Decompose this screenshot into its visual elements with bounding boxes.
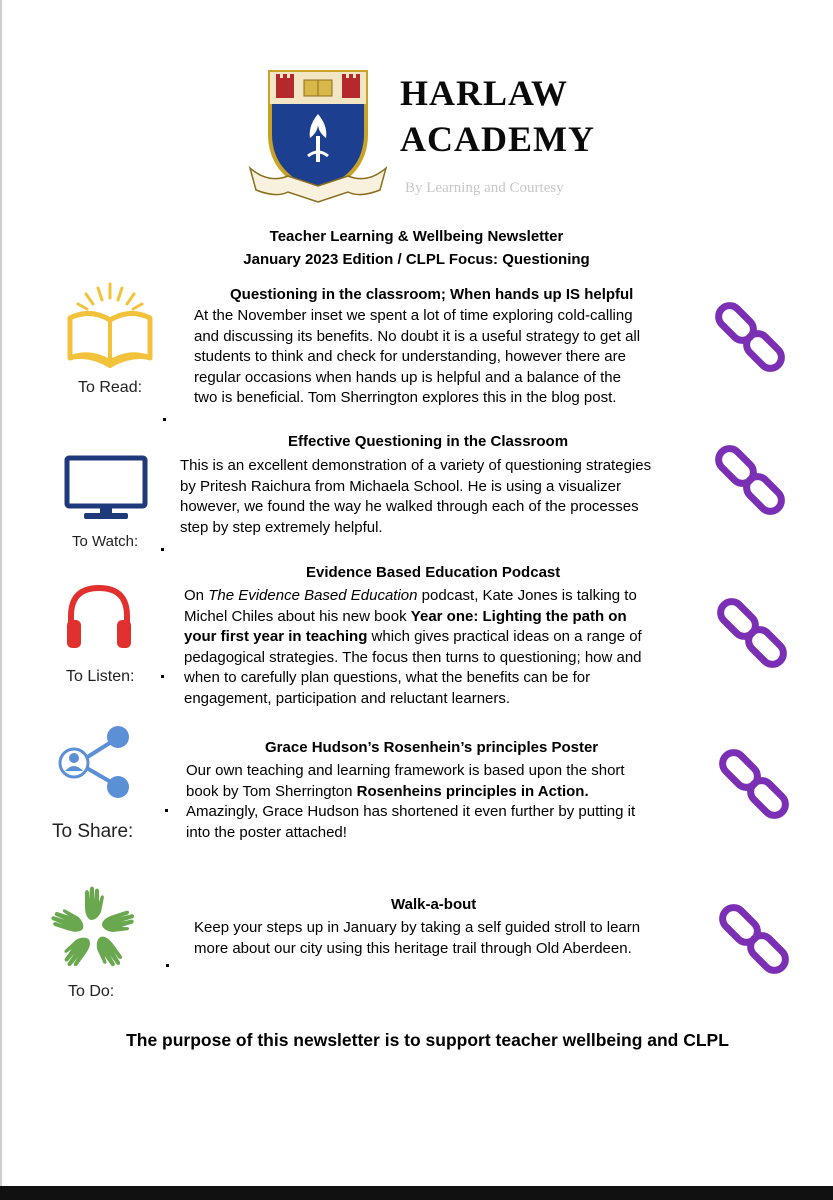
book-title: Year one: Lighting the path on	[410, 607, 627, 625]
section-body-watch	[180, 456, 651, 538]
chain-link-icon[interactable]	[712, 594, 792, 674]
section-title-watch: Effective Questioning in the Classroom	[288, 433, 569, 450]
section-body-read	[194, 306, 640, 409]
body-line: students to think and check for understanding, however there are	[194, 348, 626, 365]
chain-link-icon[interactable]	[714, 900, 794, 980]
school-name-line1: HARLAW	[400, 73, 569, 113]
school-motto: By Learning and Courtesy	[405, 180, 564, 196]
open-book-icon	[60, 278, 160, 370]
hands-circle-icon	[44, 884, 142, 976]
body-line: more about our city using this heritage trail through Old Aberdeen.	[194, 939, 632, 957]
body-line: two is beneficial. Tom Sherrington explores this in the blog post.	[194, 389, 617, 406]
category-label-listen: To Listen:	[66, 668, 135, 685]
page-bottom-edge	[0, 1186, 833, 1200]
body-line: engagement, participation and reluctant learners.	[184, 689, 511, 707]
section-body-do	[194, 918, 640, 959]
page-edge	[0, 0, 2, 1200]
body-line: when to carefully plan questions, what the benefits can be for	[184, 669, 591, 686]
school-name-line2: ACADEMY	[400, 119, 595, 159]
newsletter-purpose-footer: The purpose of this newsletter is to support teacher wellbeing and CLPL	[126, 1030, 729, 1050]
section-title-share: Grace Hudson’s Rosenhein’s principles Poster	[265, 739, 599, 756]
bullet-dot	[161, 675, 164, 678]
newsletter-title: Teacher Learning & Wellbeing Newsletter	[269, 228, 564, 245]
body-line	[184, 607, 642, 628]
body-line	[186, 782, 635, 803]
body-line: This is an excellent demonstration of a variety of questioning strategies	[180, 457, 652, 474]
category-label-watch: To Watch:	[72, 533, 139, 550]
section-body-share	[186, 761, 635, 843]
category-label-share: To Share:	[52, 821, 134, 842]
body-line: regular occasions when hands up is helpful and a balance of the	[194, 368, 621, 386]
section-title-read: Questioning in the classroom; When hands up IS helpful	[230, 286, 634, 303]
share-icon	[56, 725, 134, 799]
body-line	[184, 627, 642, 648]
body-line	[184, 586, 642, 607]
headphones-icon	[63, 580, 135, 652]
chain-link-icon[interactable]	[714, 745, 794, 825]
bullet-dot	[166, 964, 169, 967]
body-line: Our own teaching and learning framework is based upon the short	[186, 762, 625, 779]
monitor-icon	[64, 455, 148, 521]
book-title: Rosenheins principles in Action.	[356, 782, 589, 800]
category-label-read: To Read:	[78, 379, 143, 396]
school-crest-logo	[248, 64, 388, 204]
newsletter-edition: January 2023 Edition / CLPL Focus: Questioning	[243, 251, 590, 268]
section-title-listen: Evidence Based Education Podcast	[306, 564, 561, 581]
text-run: Michel Chiles about his new book	[184, 607, 411, 625]
body-line: Keep your steps up in January by taking a self guided stroll to learn	[194, 919, 641, 936]
text-run: On	[184, 587, 209, 604]
body-line: Amazingly, Grace Hudson has shortened it even further by putting it	[186, 803, 636, 820]
body-line: At the November inset we spent a lot of time exploring cold-calling	[194, 307, 633, 324]
chain-link-icon[interactable]	[710, 441, 790, 521]
body-line: into the poster attached!	[186, 823, 347, 841]
bullet-dot	[165, 809, 168, 812]
book-title: your first year in teaching	[184, 628, 368, 645]
podcast-name: The Evidence Based Education	[208, 587, 418, 604]
section-body-listen	[184, 586, 642, 709]
body-line: pedagogical strategies. The focus then turns to questioning; how and	[184, 648, 642, 666]
text-run: book by Tom Sherrington	[186, 782, 357, 800]
body-line: however, we found the way he walked through each of the processes	[180, 498, 639, 515]
body-line: by Pritesh Raichura from Michaela School. He is using a visualizer	[180, 477, 622, 495]
chain-link-icon[interactable]	[710, 298, 790, 378]
section-title-do: Walk-a-bout	[391, 896, 477, 913]
body-line: step by step extremely helpful.	[180, 518, 383, 536]
bullet-dot	[161, 548, 164, 551]
bullet-dot	[163, 418, 166, 421]
text-run: which gives practical ideas on a range of	[367, 628, 642, 645]
body-line: and discussing its benefits. No doubt it is a useful strategy to get all	[194, 327, 641, 345]
category-label-do: To Do:	[68, 983, 115, 1000]
text-run: podcast, Kate Jones is talking to	[417, 587, 637, 604]
